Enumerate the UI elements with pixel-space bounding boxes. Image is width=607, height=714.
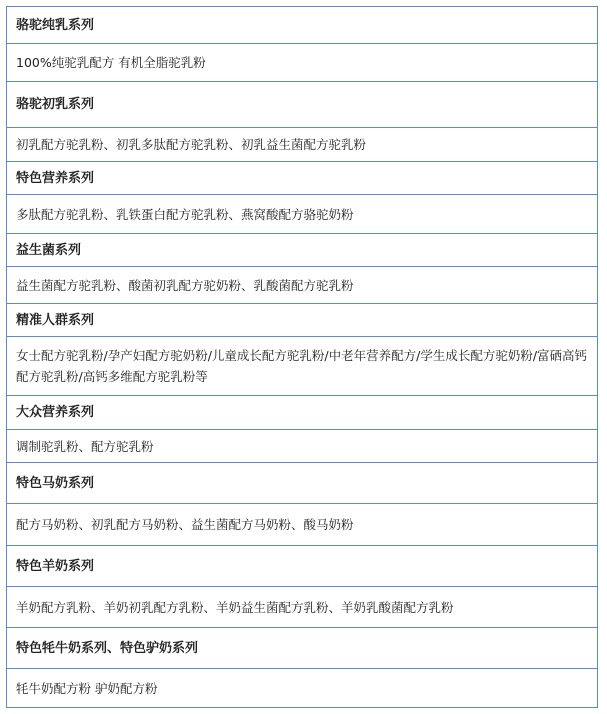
- section-content-horse-milk: [7, 503, 597, 545]
- section-title-yak-donkey-milk: [7, 627, 597, 668]
- section-content-probiotic: [7, 266, 597, 303]
- section-title-text: 特色马奶系列: [16, 475, 95, 491]
- section-title-camel-colostrum: [7, 81, 597, 127]
- section-content-camel-pure: [7, 43, 597, 81]
- section-content-text: 100%纯驼乳配方 有机全脂驼乳粉: [16, 55, 206, 70]
- section-title-text: 大众营养系列: [16, 405, 95, 420]
- section-title-special-nutrition: [7, 161, 597, 194]
- section-content-yak-donkey-milk: [7, 668, 597, 707]
- section-content-special-nutrition: [7, 194, 597, 233]
- section-title-probiotic: [7, 233, 597, 266]
- section-title-target-groups: [7, 303, 597, 336]
- section-title-text: 精准人群系列: [16, 312, 95, 328]
- section-title-mass-nutrition: [7, 395, 597, 429]
- section-title-text: 特色牦牛奶系列、特色驴奶系列: [16, 640, 199, 656]
- section-content-text: 女士配方驼乳粉/孕产妇配方驼奶粉/儿童成长配方驼乳粉/中老年营养配方/学生成长配方驼奶粉/富硒高钙配方驼乳粉/高钙多维配方驼乳粉等: [16, 348, 588, 384]
- section-title-text: 骆驼初乳系列: [16, 97, 95, 112]
- section-content-text: 配方马奶粉、初乳配方马奶粉、益生菌配方马奶粉、酸马奶粉: [16, 517, 354, 532]
- section-title-text: 特色羊奶系列: [16, 558, 95, 574]
- section-content-text: 多肽配方驼乳粉、乳铁蛋白配方驼乳粉、燕窝酸配方骆驼奶粉: [16, 206, 354, 222]
- section-title-text: 益生菌系列: [16, 242, 82, 258]
- section-title-text: 骆驼纯乳系列: [16, 17, 95, 33]
- section-title-text: 特色营养系列: [16, 170, 95, 186]
- section-content-target-groups: [7, 336, 597, 395]
- section-content-text: 牦牛奶配方粉 驴奶配方粉: [16, 680, 158, 696]
- section-content-text: 初乳配方驼乳粉、初乳多肽配方驼乳粉、初乳益生菌配方驼乳粉: [16, 137, 367, 152]
- section-content-camel-colostrum: [7, 127, 597, 161]
- section-content-text: 羊奶配方乳粉、羊奶初乳配方乳粉、羊奶益生菌配方乳粉、羊奶乳酸菌配方乳粉: [16, 599, 454, 615]
- section-content-text: 调制驼乳粉、配方驼乳粉: [16, 438, 154, 454]
- section-title-camel-pure: [7, 7, 597, 43]
- section-content-goat-milk: [7, 586, 597, 627]
- product-series-table: [6, 6, 598, 708]
- section-title-goat-milk: [7, 545, 597, 586]
- section-title-horse-milk: [7, 462, 597, 503]
- section-content-mass-nutrition: [7, 429, 597, 462]
- section-content-text: 益生菌配方驼乳粉、酸菌初乳配方驼奶粉、乳酸菌配方驼乳粉: [16, 277, 354, 293]
